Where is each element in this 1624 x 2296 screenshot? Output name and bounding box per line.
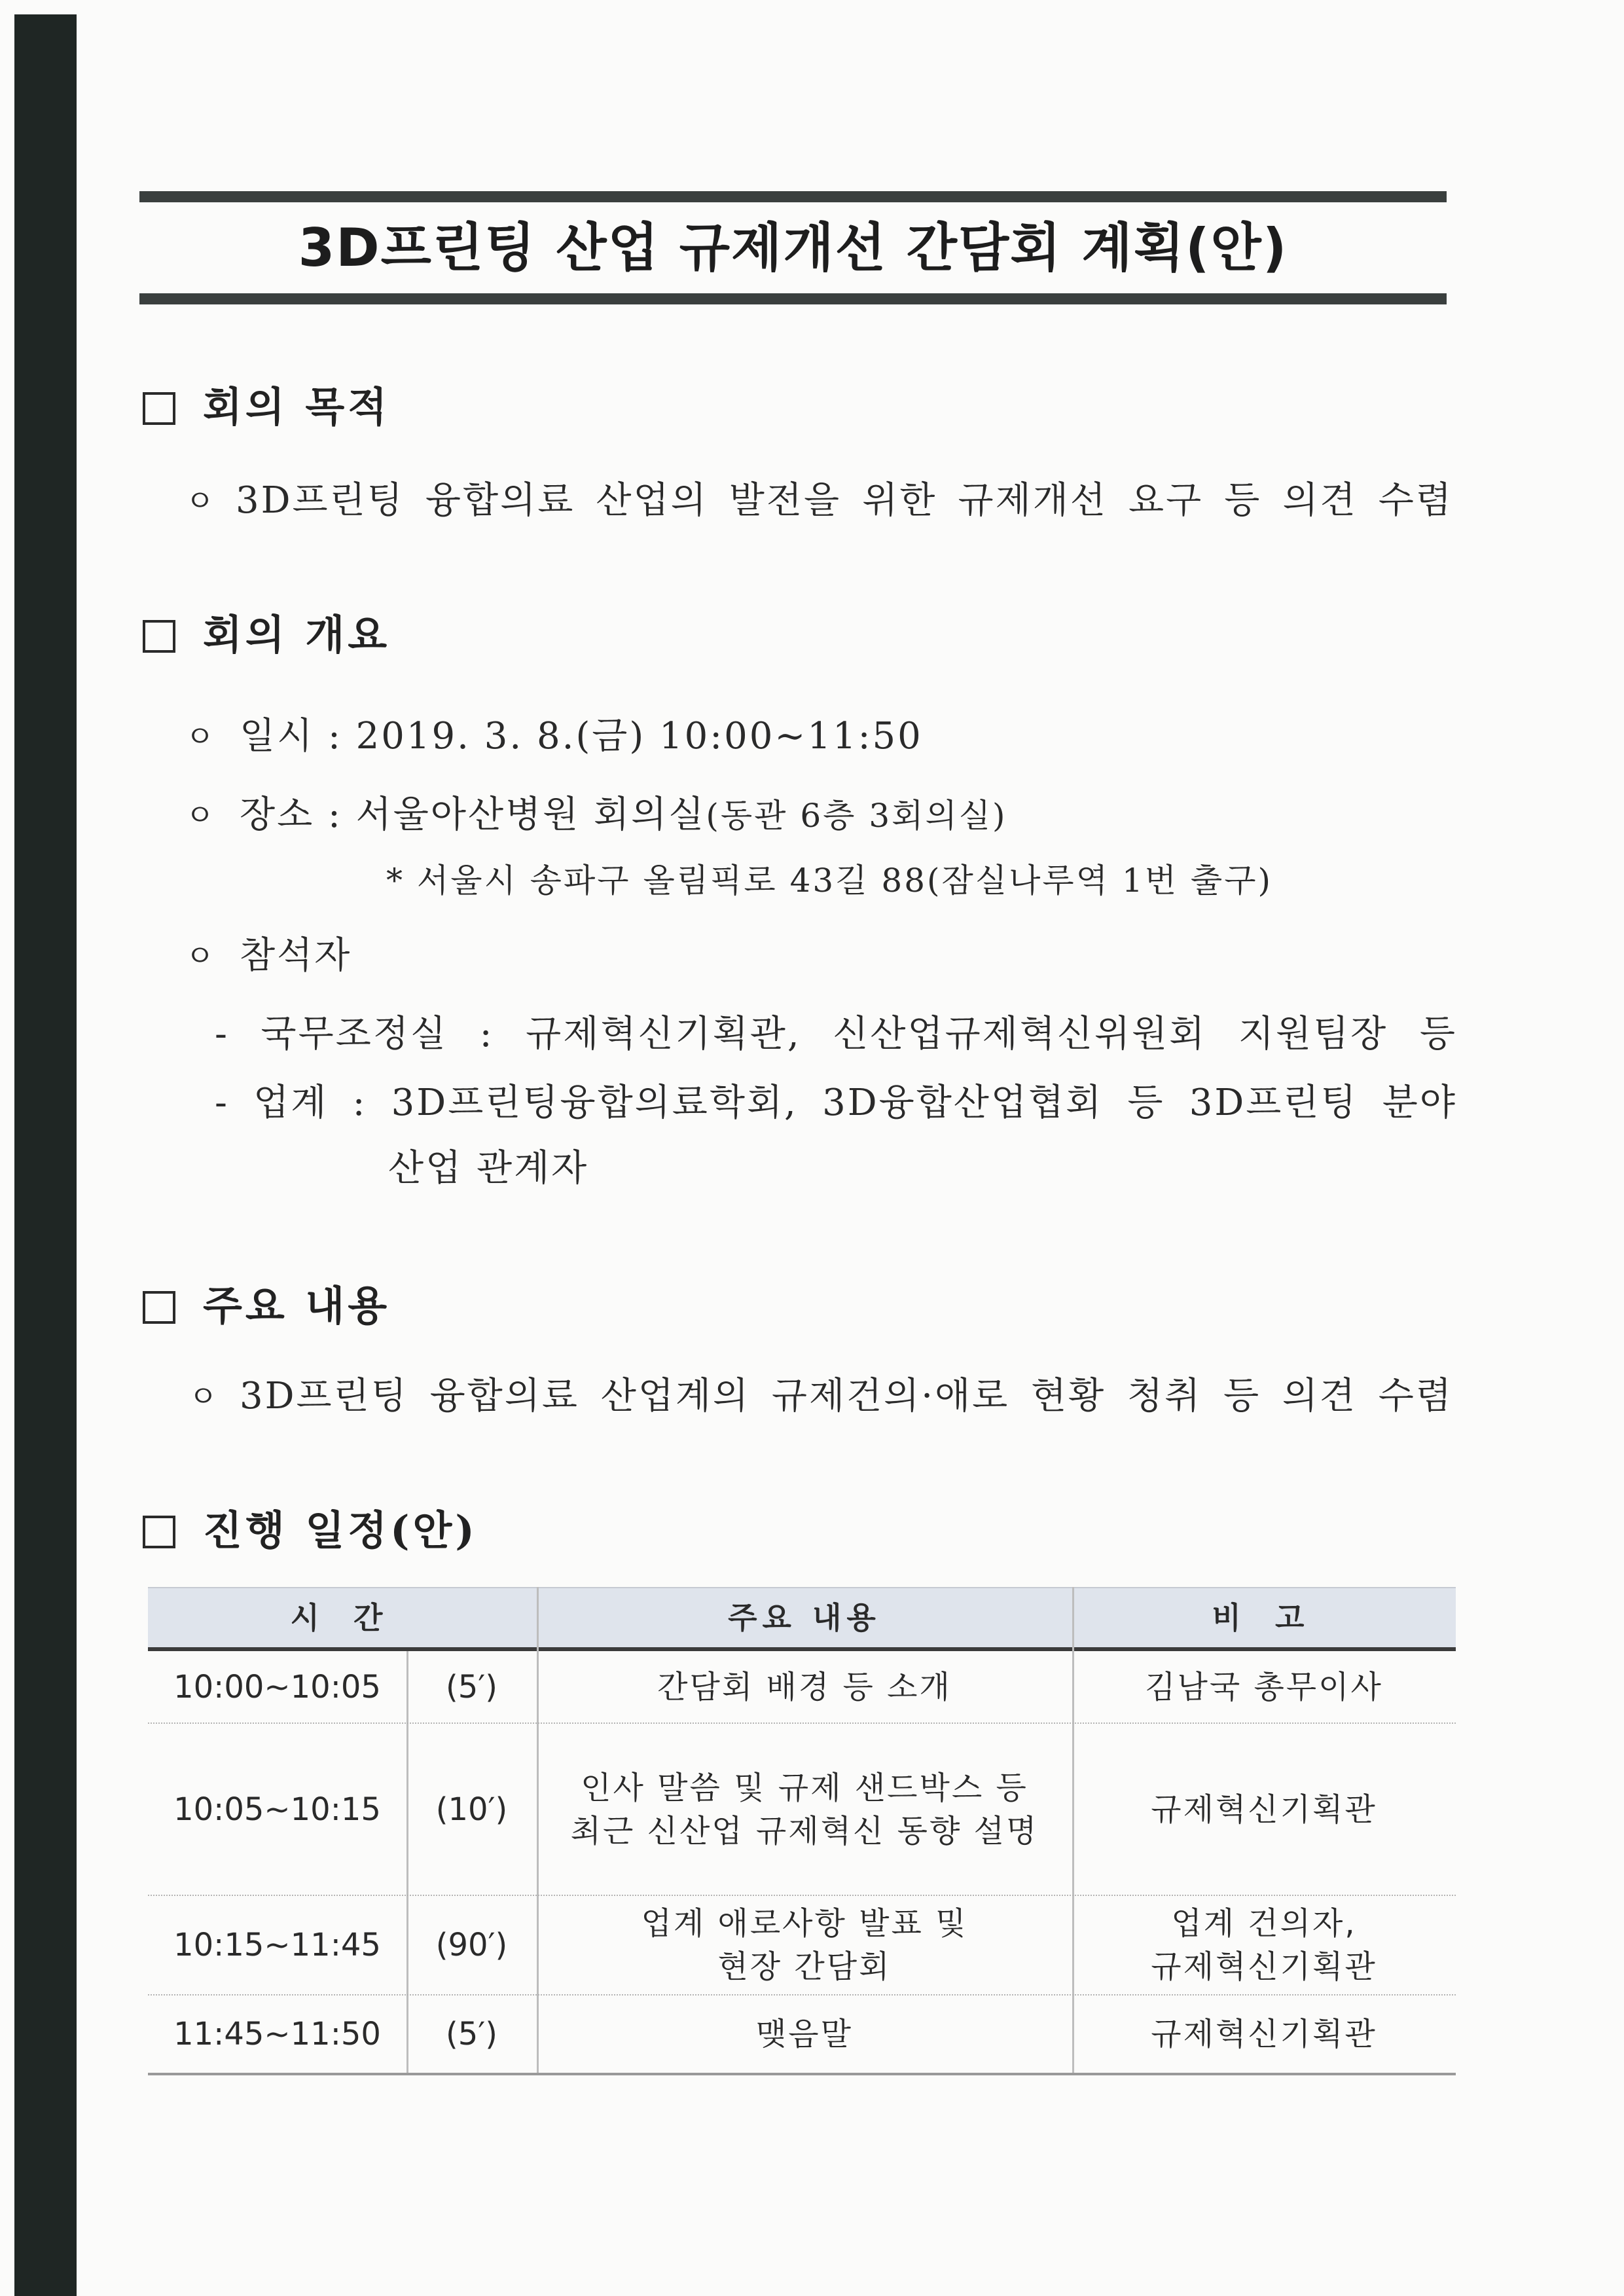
attendees-label: 참석자 <box>240 934 352 977</box>
header-time: 시 간 <box>290 1600 395 1635</box>
checkbox-icon <box>143 1291 175 1324</box>
bullet-icon: ㅇ <box>185 938 215 974</box>
note-line: 규제혁신기획관 <box>1151 1948 1377 1985</box>
content-line: 인사 말씀 및 규제 샌드박스 등 <box>581 1769 1028 1806</box>
section-heading-text: 회의 목적 <box>203 383 391 431</box>
table-row-duration: (5′) <box>446 2016 497 2052</box>
table-row-note <box>1072 1896 1456 1994</box>
document-title: 3D프린팅 산업 규제개선 간담회 계획(안) <box>298 217 1288 278</box>
header-note: 비 고 <box>1212 1600 1316 1635</box>
content-line: 간담회 배경 등 소개 <box>657 1668 952 1705</box>
note-line: 업계 건의자, <box>1171 1905 1357 1942</box>
title-rule-bottom <box>139 293 1447 304</box>
bullet-icon: ㅇ <box>189 1379 218 1414</box>
header-content: 주요 내용 <box>728 1600 881 1635</box>
section-heading-text: 주요 내용 <box>203 1282 391 1330</box>
table-row-content <box>537 1995 1072 2073</box>
bullet-icon: ㅇ <box>185 483 215 519</box>
place-text <box>240 789 1007 841</box>
section-heading-text: 진행 일정(안) <box>203 1506 478 1554</box>
note-line: 규제혁신기획관 <box>1151 2016 1377 2052</box>
table-row-note <box>1072 1651 1456 1722</box>
checkbox-icon <box>143 1516 175 1548</box>
place-detail: (동관 6층 3회의실) <box>706 797 1007 835</box>
table-row-duration: (90′) <box>435 1927 508 1963</box>
content-line: 최근 신산업 규제혁신 동향 설명 <box>570 1812 1039 1850</box>
schedule-table <box>148 1587 1456 2075</box>
note-line: 김남국 총무이사 <box>1145 1668 1383 1705</box>
scan-binding-edge <box>14 14 77 2296</box>
table-bottom-rule <box>148 2073 1456 2075</box>
note-line: 규제혁신기획관 <box>1151 1791 1377 1828</box>
section-heading-text: 회의 개요 <box>203 611 391 659</box>
table-row-time: 10:00∼10:05 <box>173 1668 381 1705</box>
section-heading-purpose <box>143 378 390 437</box>
table-row-content <box>537 1896 1072 1994</box>
attendees-industry: - 업계 : 3D프린팅융합의료학회, 3D융합산업협회 등 3D프린팅 분야 <box>215 1082 1457 1124</box>
table-row-content <box>537 1724 1072 1895</box>
title-box <box>139 191 1447 304</box>
table-row-time: 11:45∼11:50 <box>173 2016 381 2052</box>
table-row-duration: (10′) <box>435 1791 508 1828</box>
attendees-industry-continued: 산업 관계자 <box>388 1147 589 1190</box>
table-row-time: 10:05∼10:15 <box>173 1791 381 1828</box>
attendees-government: - 국무조정실 : 규제혁신기획관, 신산업규제혁신위원회 지원팀장 등 <box>215 1013 1457 1055</box>
section-heading-main-content <box>143 1277 390 1336</box>
table-row-note <box>1072 1724 1456 1895</box>
content-line: 맺음말 <box>755 2016 854 2052</box>
content-line: 업계 애로사항 발표 및 <box>641 1905 968 1942</box>
checkbox-icon <box>143 620 175 653</box>
bullet-icon: ㅇ <box>185 797 215 833</box>
checkbox-icon <box>143 392 175 425</box>
section-heading-schedule <box>143 1501 478 1560</box>
datetime-text: 일시 : 2019. 3. 8.(금) 10:00∼11:50 <box>240 715 923 757</box>
table-row-note <box>1072 1995 1456 2073</box>
table-row-time: 10:15∼11:45 <box>173 1927 381 1963</box>
table-row-duration: (5′) <box>446 1668 497 1705</box>
content-line: 현장 간담회 <box>717 1948 892 1985</box>
table-row-content <box>537 1651 1072 1722</box>
place-address: * 서울시 송파구 올림픽로 43길 88(잠실나루역 1번 출구) <box>386 862 1273 900</box>
title-rule-top <box>139 191 1447 202</box>
section-heading-overview <box>143 606 390 665</box>
main-content-text: 3D프린팅 융합의료 산업계의 규제건의·애로 현황 청취 등 의견 수렴 <box>240 1375 1453 1417</box>
place-main: 장소 : 서울아산병원 회의실 <box>240 793 706 836</box>
purpose-text: 3D프린팅 융합의료 산업의 발전을 위한 규제개선 요구 등 의견 수렴 <box>236 479 1453 522</box>
bullet-icon: ㅇ <box>185 719 215 754</box>
